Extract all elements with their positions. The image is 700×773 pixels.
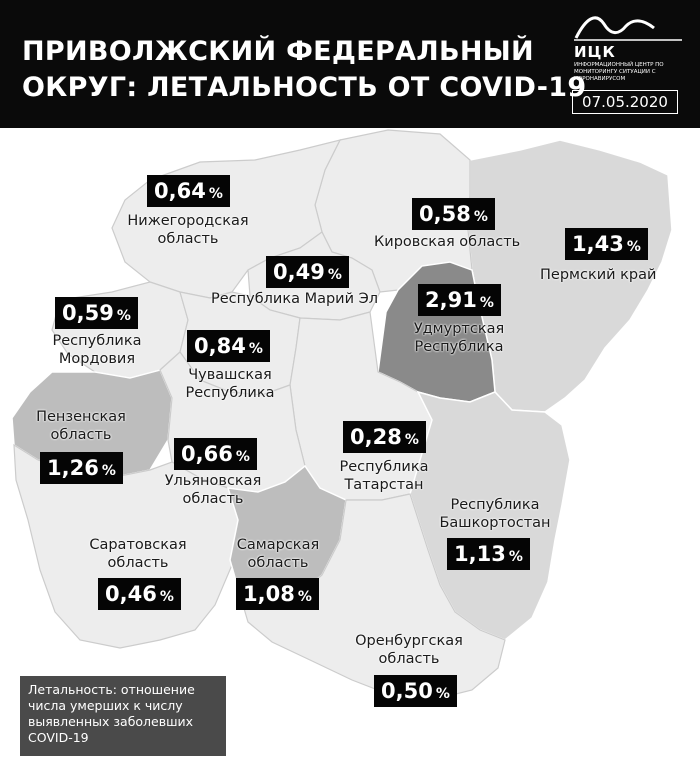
value-badge-perm: 1,43 % [565, 228, 648, 260]
region-label-perm: Пермский край [540, 267, 657, 283]
title-line-1: ПРИВОЛЖСКИЙ ФЕДЕРАЛЬНЫЙ [22, 36, 534, 67]
region-label-udmurtia: Удмуртская Республика [413, 321, 505, 355]
logo-mountain-icon [572, 8, 684, 42]
value-badge-penza: 1,26 % [40, 452, 123, 484]
page-title [22, 34, 586, 106]
legend-line: Летальность: отношение [28, 682, 195, 697]
value-badge-samara: 1,08 % [236, 578, 319, 610]
legend-box [20, 676, 226, 756]
value-badge-mordovia: 0,59 % [55, 297, 138, 329]
region-label-tatarstan: Республика Татарстан [339, 459, 429, 493]
value-badge-nizhny: 0,64 % [147, 175, 230, 207]
value-badge-saratov: 0,46 % [98, 578, 181, 610]
region-label-penza: Пензенская область [36, 409, 126, 443]
region-label-mari-el: Республика Марий Эл [211, 291, 379, 307]
title-line-2: ОКРУГ: ЛЕТАЛЬНОСТЬ ОТ COVID-19 [22, 72, 587, 103]
header [0, 0, 700, 128]
value-badge-orenburg: 0,50 % [374, 675, 457, 707]
value-badge-ulyanovsk: 0,66 % [174, 438, 257, 470]
value-badge-kirov: 0,58 % [412, 198, 495, 230]
logo-subtitle: ИНФОРМАЦИОННЫЙ ЦЕНТР ПО МОНИТОРИНГУ СИТУАЦИИ С КОРОНАВИРУСОМ [574, 62, 664, 82]
region-label-bashkortostan: Республика Башкортостан [439, 497, 551, 531]
logo-name: ИЦК [574, 43, 616, 61]
region-label-samara: Самарская область [236, 537, 320, 571]
legend-line: числа умерших к числу [28, 698, 183, 713]
value-badge-tatarstan: 0,28 % [343, 421, 426, 453]
legend-line: COVID-19 [28, 730, 89, 745]
region-label-kirov: Кировская область [374, 234, 521, 250]
region-label-nizhny: Нижегородская область [127, 213, 249, 247]
legend-line: выявленных заболевших [28, 714, 194, 729]
value-badge-bashkortostan: 1,13 % [447, 538, 530, 570]
region-label-ulyanovsk: Ульяновская область [164, 473, 262, 507]
region-label-chuvashia: Чувашская Республика [185, 367, 275, 401]
region-label-mordovia: Республика Мордовия [52, 333, 142, 367]
date-badge: 07.05.2020 [572, 90, 678, 114]
value-badge-mari-el: 0,49 % [266, 256, 349, 288]
value-badge-chuvashia: 0,84 % [187, 330, 270, 362]
region-label-saratov: Саратовская область [89, 537, 187, 571]
region-label-orenburg: Оренбургская область [355, 633, 463, 667]
value-badge-udmurtia: 2,91 % [418, 284, 501, 316]
